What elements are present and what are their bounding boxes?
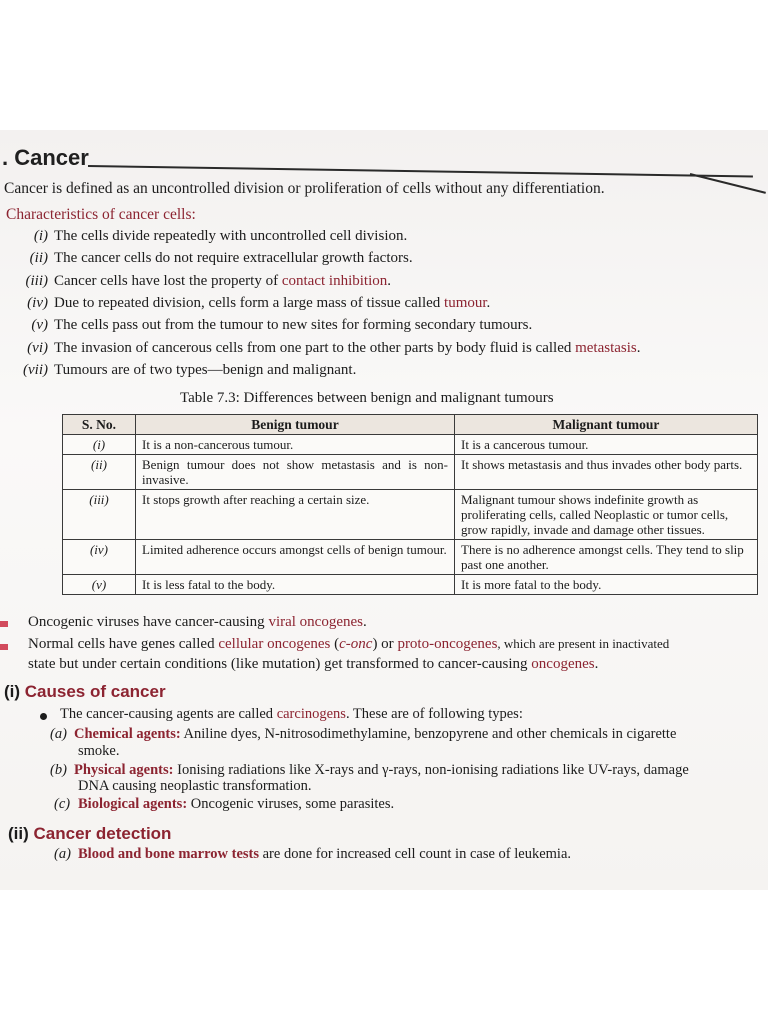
note-text: , which are present in inactivated: [497, 636, 670, 651]
item-letter: (b): [50, 762, 67, 778]
cell-benign: Limited adherence occurs amongst cells of benign tumour.: [136, 540, 455, 575]
cell-sno: (iii): [63, 490, 136, 540]
note-text-end: .: [594, 656, 599, 672]
intro-text: The cancer-causing agents are called: [60, 706, 277, 722]
heading-number: (i): [4, 682, 21, 701]
header-sno: S. No.: [63, 415, 136, 435]
note-text-end: .: [363, 614, 367, 630]
highlight-term: viral oncogenes: [268, 614, 363, 630]
item-text: are done for increased cell count in case of leukemia.: [259, 846, 572, 862]
table-row: [63, 455, 758, 490]
item-letter: (a): [54, 846, 71, 862]
characteristic-item: [20, 250, 413, 267]
item-number: (ii): [29, 250, 48, 266]
item-number: (vii): [23, 362, 48, 378]
cell-benign: It is a non-cancerous tumour.: [136, 435, 455, 455]
note-text: ) or: [372, 636, 398, 652]
heading-number: (ii): [8, 824, 29, 843]
square-bullet-icon: [0, 644, 8, 650]
item-letter: (a): [50, 726, 67, 742]
characteristic-item: [20, 228, 407, 245]
cell-malignant: Malignant tumour shows indefinite growth as proliferating cells, called Neoplastic or tumor cells, grow rapidly, invade and damage other tissues.: [455, 490, 758, 540]
note-text: Oncogenic viruses have cancer-causing: [28, 614, 269, 630]
table-row: [63, 575, 758, 595]
item-number: (iv): [27, 295, 48, 311]
bullet-dot-icon: [40, 713, 47, 720]
item-text: The cancer cells do not require extracellular growth factors.: [54, 250, 413, 266]
item-number: (vi): [27, 340, 48, 356]
note-text: state but under certain conditions (like mutation) get transformed to cancer-causing: [28, 656, 532, 672]
item-label: Biological agents:: [78, 796, 188, 812]
item-text: Tumours are of two types—benign and malignant.: [54, 362, 357, 378]
cause-item-chemical: [50, 726, 676, 743]
table-header-row: [63, 415, 758, 435]
table-caption: Table 7.3: Differences between benign and malignant tumours: [180, 390, 554, 406]
cell-malignant: It is more fatal to the body.: [455, 575, 758, 595]
item-label: Physical agents:: [74, 762, 174, 778]
cell-malignant: It is a cancerous tumour.: [455, 435, 758, 455]
table-row: [63, 435, 758, 455]
cell-sno: (i): [63, 435, 136, 455]
table-row: [63, 540, 758, 575]
highlight-term: metastasis: [575, 340, 637, 356]
header-benign: Benign tumour: [136, 415, 455, 435]
item-text: Ionising radiations like X-rays and γ-rays, non-ionising radiations like UV-rays, damage: [173, 762, 689, 778]
header-malignant: Malignant tumour: [455, 415, 758, 435]
highlight-term: c-onc: [339, 636, 373, 652]
cancer-definition: Cancer is defined as an uncontrolled division or proliferation of cells without any differentiation.: [4, 180, 605, 197]
causes-intro: [60, 706, 523, 723]
item-label: Blood and bone marrow tests: [78, 846, 259, 862]
heading-text: Causes of cancer: [24, 682, 166, 701]
heading-text: Cancer detection: [33, 824, 172, 843]
note-text: (: [330, 636, 340, 652]
item-label: Chemical agents:: [74, 726, 181, 742]
item-text-end: .: [486, 295, 491, 311]
item-text: Aniline dyes, N-nitrosodimethylamine, benzopyrene and other chemicals in cigarette: [180, 726, 677, 742]
detection-item-blood: [54, 846, 571, 863]
normal-cells-note-line2: [28, 656, 598, 673]
item-text: Oncogenic viruses, some parasites.: [187, 796, 395, 812]
characteristic-item: [20, 295, 490, 312]
item-number: (iii): [25, 273, 48, 289]
item-letter: (c): [54, 796, 71, 812]
cause-item-chemical-cont: smoke.: [78, 743, 120, 759]
note-text: Normal cells have genes called: [28, 636, 219, 652]
cause-item-physical-cont: DNA causing neoplastic transformation.: [78, 778, 312, 794]
characteristic-item: [20, 340, 641, 357]
item-text-end: .: [387, 273, 391, 289]
detection-heading: [8, 824, 171, 844]
item-text: The invasion of cancerous cells from one part to the other parts by body fluid is called: [54, 340, 576, 356]
characteristic-item: [20, 362, 356, 379]
square-bullet-icon: [0, 621, 8, 627]
causes-heading: [4, 682, 166, 702]
highlight-term: proto-oncogenes: [397, 636, 498, 652]
highlight-term: carcinogens: [276, 706, 346, 722]
characteristic-item: [20, 317, 532, 334]
highlight-term: contact inhibition: [281, 273, 388, 289]
section-title: . Cancer: [2, 145, 89, 170]
item-number: (i): [33, 228, 48, 244]
item-text: Due to repeated division, cells form a large mass of tissue called: [54, 295, 445, 311]
item-number: (v): [31, 317, 48, 333]
characteristics-heading: Characteristics of cancer cells:: [6, 206, 196, 223]
item-text: The cells divide repeatedly with uncontrolled cell division.: [54, 228, 408, 244]
intro-text-end: . These are of following types:: [345, 706, 523, 722]
cell-benign: It is less fatal to the body.: [136, 575, 455, 595]
cell-benign: Benign tumour does not show metastasis and is non-invasive.: [136, 455, 455, 490]
item-text-end: .: [636, 340, 641, 356]
highlight-term: oncogenes: [531, 656, 595, 672]
item-text: Cancer cells have lost the property of: [54, 273, 282, 289]
highlight-term: tumour: [444, 295, 487, 311]
cause-item-physical: [50, 762, 689, 779]
characteristic-item: [20, 273, 391, 290]
cause-item-biological: [54, 796, 394, 813]
cell-malignant: It shows metastasis and thus invades other body parts.: [455, 455, 758, 490]
cell-sno: (ii): [63, 455, 136, 490]
table-row: [63, 490, 758, 540]
highlight-term: cellular oncogenes: [218, 636, 331, 652]
cell-benign: It stops growth after reaching a certain size.: [136, 490, 455, 540]
item-text: The cells pass out from the tumour to new sites for forming secondary tumours.: [54, 317, 533, 333]
oncogenic-note: [28, 614, 367, 631]
comparison-table: [62, 414, 758, 595]
cell-sno: (iv): [63, 540, 136, 575]
cell-malignant: There is no adherence amongst cells. They tend to slip past one another.: [455, 540, 758, 575]
normal-cells-note: [28, 636, 669, 653]
cell-sno: (v): [63, 575, 136, 595]
